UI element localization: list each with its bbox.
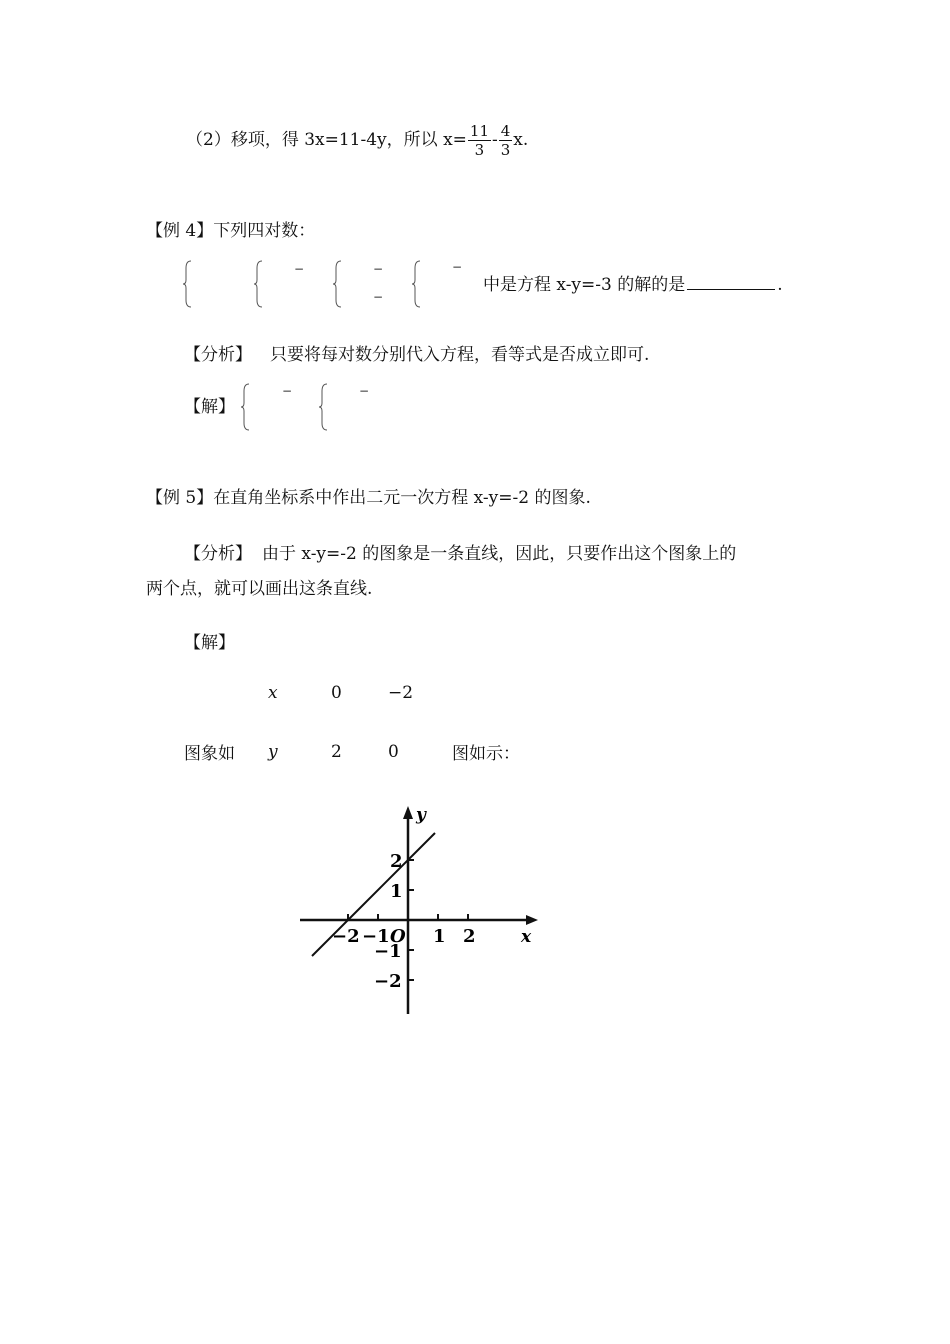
x-tick-label: 2 [463,926,476,947]
analysis-label: 【分析】 [184,345,252,365]
step2-line [186,118,528,162]
x-axis-label: x [521,927,532,947]
ex5-analysis-line1: 【分析】 由于 x-y=-2 的图象是一条直线，因此，只要作出这个图象上的 [184,544,737,564]
brace-pair-3 [333,260,343,308]
x-tick-label: −2 [332,926,360,947]
table-x-label: x [268,683,278,703]
answer-blank [687,273,775,290]
pair-3-dash-bottom: − [373,290,384,304]
y-tick-label: −1 [374,941,402,962]
ex5-analysis-label: 【分析】 [184,544,252,564]
brace-pair-1 [183,260,193,308]
fraction-4-3: $\frac{4}{3}$ [500,122,511,159]
ex4-analysis [184,340,649,365]
pair-3-dash-top: − [373,262,384,276]
coordinate-graph [290,800,550,1030]
analysis-text: 只要将每对数分别代入方程，看等式是否成立即可. [270,345,650,365]
table-y-value-2: 0 [388,742,399,762]
x-tick-label: −1 [362,926,390,947]
x-tick-label: 1 [433,926,446,947]
y-axis-label: y [416,805,426,825]
graph-prefix: 图象如 [184,744,235,764]
brace-pair-4 [412,260,422,308]
y-tick-label: −2 [374,971,402,992]
ex5-analysis-line2: 两个点，就可以画出这条直线. [146,579,373,599]
step2-prefix: （2）移项，得 3x=11-4y，所以 x= [186,130,467,150]
pair-4-dash: − [452,260,463,274]
origin-label: O [390,926,406,947]
ex5-solution-label: 【解】 [184,633,235,653]
table-y-value-1: 2 [331,742,342,762]
graph-suffix: 图如示： [452,744,520,764]
y-tick-label: 1 [390,881,403,902]
fraction-11-3: $\frac{11}{3}$ [469,122,489,159]
solution-1-dash: − [282,384,293,398]
table-x-value-2: −2 [388,683,414,703]
y-tick-label: 2 [390,851,403,872]
minus-sign: - [492,130,498,150]
table-x-value-1: 0 [331,683,342,703]
solution-2-dash: − [359,384,370,398]
ex4-solution-label: 【解】 [184,397,235,417]
pair-2-dash: − [294,262,305,276]
brace-pair-2 [254,260,264,308]
x-axis-arrow [526,915,538,925]
step2-suffix: x. [513,130,529,150]
table-y-label: y [268,742,278,762]
brace-solution-2 [319,383,329,431]
brace-solution-1 [241,383,251,431]
ex4-question: 中是方程 x-y=-3 的解的是 . [483,275,783,295]
ex5-title: 【例 5】在直角坐标系中作出二元一次方程 x-y=-2 的图象. [146,488,591,508]
ex4-title: 【例 4】下列四对数： [146,221,316,241]
y-axis-arrow [403,806,413,819]
